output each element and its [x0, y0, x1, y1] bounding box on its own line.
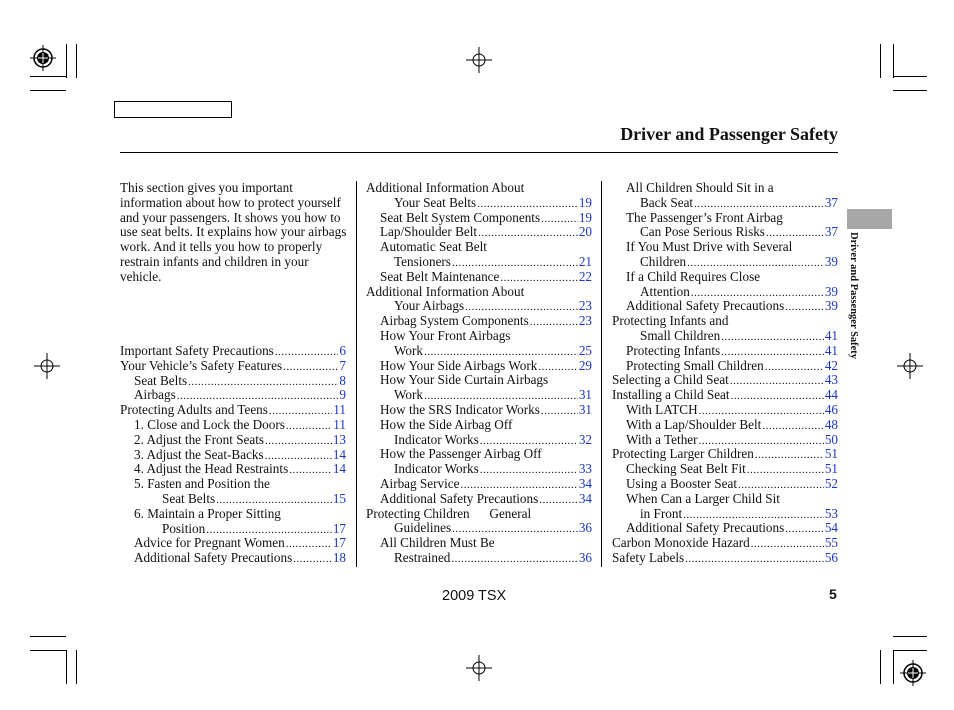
toc-leader-dots — [289, 463, 332, 477]
toc-entry-text: Your Airbags — [394, 299, 465, 314]
toc-entry — [366, 285, 592, 300]
toc-page-link[interactable]: 36 — [578, 521, 592, 536]
toc-page-link[interactable]: 9 — [339, 388, 346, 403]
toc-entry[interactable] — [366, 492, 592, 507]
toc-entry[interactable] — [366, 314, 592, 329]
side-tab — [847, 209, 892, 229]
column-divider — [356, 181, 357, 567]
toc-entry-text: The Passenger’s Front Airbag — [626, 210, 783, 225]
page-number: 5 — [829, 586, 837, 602]
toc-entry[interactable] — [120, 462, 346, 477]
toc-leader-dots — [699, 434, 824, 448]
toc-page-link[interactable]: 39 — [824, 299, 838, 314]
toc-entry-text: Lap/Shoulder Belt — [380, 225, 478, 240]
crosshair-icon — [466, 47, 492, 73]
toc-leader-dots — [785, 300, 824, 314]
toc-entry-text: If You Must Drive with Several — [626, 240, 793, 255]
crosshair-icon — [897, 353, 923, 379]
toc-entry-text: Indicator Works — [394, 462, 479, 477]
toc-page-link[interactable]: 51 — [824, 462, 838, 477]
toc-leader-dots — [452, 256, 578, 270]
toc-entry-text: Position — [162, 521, 206, 536]
crop-mark — [76, 650, 77, 684]
toc-entry-text: How Your Side Curtain Airbags — [380, 373, 549, 388]
toc-column-1 — [120, 344, 346, 566]
toc-page-link[interactable]: 48 — [824, 417, 838, 432]
toc-leader-dots — [265, 434, 332, 448]
toc-page-link[interactable]: 43 — [824, 373, 838, 388]
intro-paragraph: This section gives you important information about how to protect yourself and your passengers. It shows you how to use seat belts. It explains how your airbags work. And it tells you how to properly restrain infants and children in your vehicle. — [120, 180, 347, 284]
toc-entry-text: If a Child Requires Close — [626, 269, 761, 284]
toc-entry[interactable] — [612, 285, 838, 300]
toc-entry[interactable] — [366, 388, 592, 403]
toc-entry — [366, 373, 592, 388]
toc-page-link[interactable]: 50 — [824, 432, 838, 447]
toc-column-3 — [612, 181, 838, 566]
crop-mark — [893, 90, 927, 91]
toc-leader-dots — [293, 552, 332, 566]
toc-leader-dots — [541, 212, 578, 226]
toc-leader-dots — [283, 360, 338, 374]
toc-entry-text: 2. Adjust the Front Seats — [134, 432, 265, 447]
toc-leader-dots — [286, 537, 332, 551]
toc-page-link[interactable]: 53 — [824, 506, 838, 521]
toc-entry[interactable] — [612, 255, 838, 270]
toc-entry[interactable] — [366, 359, 592, 374]
toc-leader-dots — [538, 360, 577, 374]
toc-leader-dots — [683, 508, 824, 522]
page-title: Driver and Passenger Safety — [620, 124, 838, 144]
toc-page-link[interactable]: 19 — [578, 195, 592, 210]
toc-entry-text: Guidelines — [394, 521, 452, 536]
toc-entry[interactable] — [612, 388, 838, 403]
toc-entry-text: Children — [640, 254, 687, 269]
toc-page-link[interactable]: 13 — [332, 432, 346, 447]
toc-page-link[interactable]: 37 — [824, 195, 838, 210]
toc-entry[interactable] — [120, 403, 346, 418]
toc-entry[interactable] — [612, 521, 838, 536]
toc-page-link[interactable]: 33 — [578, 462, 592, 477]
toc-entry[interactable] — [120, 433, 346, 448]
toc-entry-text: Indicator Works — [394, 432, 479, 447]
toc-leader-dots — [541, 404, 578, 418]
toc-page-link[interactable]: 41 — [824, 328, 838, 343]
toc-page-link[interactable]: 36 — [578, 550, 592, 565]
toc-leader-dots — [452, 522, 578, 536]
toc-entry-text: Additional Safety Precautions — [134, 551, 293, 566]
crop-mark — [66, 44, 67, 78]
column-divider — [601, 181, 602, 567]
toc-entry-text: With a Lap/Shoulder Belt — [626, 417, 762, 432]
toc-entry[interactable] — [366, 255, 592, 270]
toc-leader-dots — [721, 330, 824, 344]
toc-page-link[interactable]: 52 — [824, 476, 838, 491]
toc-entry-text: Restrained — [394, 550, 451, 565]
toc-leader-dots — [478, 226, 578, 240]
crop-mark — [30, 650, 66, 651]
toc-leader-dots — [265, 449, 332, 463]
toc-page-link[interactable]: 20 — [578, 225, 592, 240]
toc-entry[interactable] — [120, 374, 346, 389]
toc-entry[interactable] — [612, 447, 838, 462]
toc-entry-text: How the Side Airbag Off — [380, 417, 513, 432]
toc-leader-dots — [424, 389, 578, 403]
toc-entry[interactable] — [366, 433, 592, 448]
toc-entry-text: Automatic Seat Belt — [380, 240, 487, 255]
toc-entry — [366, 447, 592, 462]
toc-entry-text: Your Seat Belts — [394, 195, 477, 210]
toc-entry[interactable] — [366, 196, 592, 211]
toc-entry[interactable] — [366, 551, 592, 566]
toc-entry-text: Additional Safety Precautions — [380, 491, 539, 506]
toc-leader-dots — [730, 374, 824, 388]
footer-model: 2009 TSX — [442, 588, 507, 604]
toc-page-link[interactable]: 25 — [578, 343, 592, 358]
toc-entry[interactable] — [120, 551, 346, 566]
toc-entry-text: Protecting Larger Children — [612, 447, 754, 462]
toc-page-link[interactable]: 11 — [333, 417, 346, 432]
toc-entry-text: Seat Belts — [134, 373, 188, 388]
toc-leader-dots — [480, 434, 578, 448]
toc-leader-dots — [747, 463, 824, 477]
toc-entry[interactable] — [366, 477, 592, 492]
toc-entry-text: 4. Adjust the Head Restraints — [134, 462, 289, 477]
toc-page-link[interactable]: 17 — [332, 536, 346, 551]
toc-page-link[interactable]: 42 — [824, 358, 838, 373]
toc-entry[interactable] — [366, 403, 592, 418]
toc-entry[interactable] — [612, 477, 838, 492]
toc-entry — [612, 270, 838, 285]
toc-leader-dots — [755, 448, 824, 462]
toc-entry-text: Airbag Service — [380, 476, 460, 491]
toc-entry[interactable] — [612, 536, 838, 551]
toc-entry-text: How Your Side Airbags Work — [380, 358, 538, 373]
registration-mark-icon — [900, 660, 926, 686]
toc-entry[interactable] — [120, 448, 346, 463]
toc-page-link[interactable]: 44 — [824, 388, 838, 403]
toc-entry-text: With a Tether — [626, 432, 698, 447]
toc-entry[interactable] — [120, 522, 346, 537]
crop-mark — [893, 650, 894, 684]
toc-entry-text: Your Vehicle’s Safety Features — [120, 358, 283, 373]
toc-entry[interactable] — [120, 418, 346, 433]
header-rule — [120, 152, 838, 153]
toc-entry[interactable] — [612, 225, 838, 240]
toc-page-link[interactable]: 6 — [339, 344, 346, 358]
toc-entry — [120, 507, 346, 522]
toc-page-link[interactable]: 15 — [332, 491, 346, 506]
crosshair-icon — [466, 655, 492, 681]
toc-entry[interactable] — [612, 196, 838, 211]
toc-entry-text: Airbags — [134, 388, 176, 403]
toc-leader-dots — [480, 463, 578, 477]
toc-entry-text: Additional Safety Precautions — [626, 521, 785, 536]
toc-entry[interactable] — [366, 270, 592, 285]
toc-page-link[interactable]: 7 — [339, 358, 346, 373]
toc-leader-dots — [766, 226, 824, 240]
toc-entry-text: All Children Must Be — [380, 536, 495, 551]
toc-entry-text: Protecting Infants — [626, 343, 721, 358]
toc-leader-dots — [206, 523, 332, 537]
toc-entry-text: Additional Information About — [366, 284, 525, 299]
toc-entry[interactable] — [612, 329, 838, 344]
toc-entry-text: Can Pose Serious Risks — [640, 225, 765, 240]
toc-entry-text: in Front — [640, 506, 683, 521]
toc-leader-dots — [731, 389, 824, 403]
toc-page-link[interactable]: 34 — [578, 476, 592, 491]
toc-entry-text: Selecting a Child Seat — [612, 373, 729, 388]
toc-entry[interactable] — [120, 492, 346, 507]
toc-column-2 — [366, 181, 592, 566]
toc-leader-dots — [460, 478, 577, 492]
toc-entry — [366, 507, 592, 522]
toc-entry-text: Work — [394, 343, 423, 358]
toc-entry[interactable] — [612, 359, 838, 374]
toc-entry-text: All Children Should Sit in a — [626, 181, 774, 195]
toc-leader-dots — [699, 404, 824, 418]
toc-page-link[interactable]: 14 — [332, 447, 346, 462]
toc-leader-dots — [424, 345, 578, 359]
toc-entry-text: Using a Booster Seat — [626, 476, 737, 491]
toc-entry[interactable] — [366, 462, 592, 477]
crop-mark — [893, 44, 894, 78]
toc-entry — [612, 492, 838, 507]
toc-leader-dots — [738, 478, 824, 492]
toc-entry-text: Back Seat — [640, 195, 694, 210]
toc-entry-text: Additional Safety Precautions — [626, 299, 785, 314]
toc-entry-text: How the Passenger Airbag Off — [380, 447, 542, 462]
toc-entry[interactable] — [612, 551, 838, 566]
toc-entry — [120, 477, 346, 492]
toc-page-link[interactable]: 8 — [339, 373, 346, 388]
toc-entry-text: 1. Close and Lock the Doors — [134, 417, 285, 432]
crop-mark — [880, 650, 881, 684]
crop-mark — [66, 650, 67, 684]
toc-page-link[interactable]: 51 — [824, 447, 838, 462]
toc-entry[interactable] — [612, 418, 838, 433]
toc-entry-text: Additional Information About — [366, 181, 525, 195]
toc-entry-text: With LATCH — [626, 402, 698, 417]
toc-entry-text: Protecting Small Children — [626, 358, 764, 373]
toc-entry-text: Protecting Children General — [366, 506, 532, 521]
crop-mark — [893, 76, 927, 77]
crop-mark — [880, 44, 881, 78]
toc-leader-dots — [785, 522, 824, 536]
toc-leader-dots — [691, 286, 824, 300]
toc-entry[interactable] — [612, 373, 838, 388]
toc-entry-text: Advice for Pregnant Women — [134, 536, 285, 551]
toc-entry-text: Airbag System Components — [380, 314, 529, 329]
toc-entry — [612, 314, 838, 329]
toc-entry — [612, 240, 838, 255]
toc-page-link[interactable]: 46 — [824, 402, 838, 417]
toc-entry-text: Small Children — [640, 328, 721, 343]
toc-entry — [612, 181, 838, 196]
toc-entry — [366, 536, 592, 551]
toc-entry-text: Safety Labels — [612, 550, 685, 565]
toc-leader-dots — [765, 360, 824, 374]
toc-page-link[interactable]: 54 — [824, 521, 838, 536]
toc-leader-dots — [269, 404, 332, 418]
toc-page-link[interactable]: 56 — [824, 550, 838, 565]
toc-leader-dots — [216, 493, 332, 507]
toc-leader-dots — [188, 375, 338, 389]
toc-leader-dots — [451, 552, 577, 566]
toc-entry-text: 3. Adjust the Seat-Backs — [134, 447, 264, 462]
registration-mark-icon — [30, 45, 56, 71]
toc-leader-dots — [275, 345, 339, 359]
crop-mark — [30, 636, 66, 637]
toc-leader-dots — [530, 315, 578, 329]
crop-mark — [30, 76, 66, 77]
toc-entry — [366, 418, 592, 433]
toc-entry[interactable] — [366, 344, 592, 359]
toc-entry-text: Seat Belts — [162, 491, 216, 506]
toc-page-link[interactable]: 17 — [332, 521, 346, 536]
toc-leader-dots — [500, 271, 577, 285]
toc-entry-text: Important Safety Precautions — [120, 344, 274, 358]
crosshair-icon — [34, 353, 60, 379]
toc-entry-text: How Your Front Airbags — [380, 328, 511, 343]
toc-entry-text: 5. Fasten and Position the — [134, 477, 270, 492]
toc-page-link[interactable]: 55 — [824, 536, 838, 551]
toc-page-link[interactable]: 39 — [824, 254, 838, 269]
toc-entry — [366, 240, 592, 255]
toc-entry[interactable] — [612, 507, 838, 522]
toc-entry — [366, 181, 592, 196]
toc-leader-dots — [685, 552, 824, 566]
toc-page-link[interactable]: 23 — [578, 299, 592, 314]
toc-entry-text: Carbon Monoxide Hazard — [612, 536, 750, 551]
toc-entry[interactable] — [366, 211, 592, 226]
toc-entry[interactable] — [612, 433, 838, 448]
toc-entry[interactable] — [120, 388, 346, 403]
toc-leader-dots — [762, 419, 823, 433]
toc-entry[interactable] — [120, 359, 346, 374]
toc-entry[interactable] — [612, 299, 838, 314]
toc-entry[interactable] — [366, 299, 592, 314]
crop-mark — [30, 90, 66, 91]
toc-page-link[interactable]: 29 — [578, 358, 592, 373]
toc-leader-dots — [477, 197, 578, 211]
toc-page-link[interactable]: 31 — [578, 388, 592, 403]
toc-page-link[interactable]: 23 — [578, 314, 592, 329]
toc-leader-dots — [177, 389, 339, 403]
toc-entry-text: Protecting Infants and — [612, 314, 729, 329]
toc-page-link[interactable]: 39 — [824, 284, 838, 299]
toc-page-link[interactable]: 41 — [824, 343, 838, 358]
toc-entry — [612, 211, 838, 226]
toc-leader-dots — [465, 300, 578, 314]
toc-entry-text: Installing a Child Seat — [612, 388, 730, 403]
crop-mark — [76, 44, 77, 78]
toc-leader-dots — [687, 256, 824, 270]
toc-page-link[interactable]: 37 — [824, 225, 838, 240]
toc-entry[interactable] — [120, 536, 346, 551]
toc-entry[interactable] — [366, 225, 592, 240]
toc-entry[interactable] — [366, 521, 592, 536]
toc-entry-text: How the SRS Indicator Works — [380, 402, 540, 417]
toc-entry-text: Protecting Adults and Teens — [120, 403, 268, 418]
toc-entry-text: Attention — [640, 284, 690, 299]
toc-entry[interactable] — [120, 344, 346, 359]
toc-leader-dots — [539, 493, 578, 507]
crop-mark — [893, 650, 927, 651]
toc-entry-text: When Can a Larger Child Sit — [626, 491, 780, 506]
toc-leader-dots — [721, 345, 824, 359]
toc-page-link[interactable]: 32 — [578, 432, 592, 447]
header-box — [114, 101, 232, 118]
toc-page-link[interactable]: 18 — [332, 551, 346, 566]
toc-entry-text: Work — [394, 388, 423, 403]
toc-entry[interactable] — [612, 462, 838, 477]
toc-page-link[interactable]: 14 — [332, 462, 346, 477]
crop-mark — [893, 636, 927, 637]
toc-entry[interactable] — [612, 344, 838, 359]
toc-entry-text: Checking Seat Belt Fit — [626, 462, 746, 477]
toc-entry — [366, 329, 592, 344]
toc-entry-text: Seat Belt Maintenance — [380, 269, 500, 284]
toc-page-link[interactable]: 19 — [578, 210, 592, 225]
toc-page-link[interactable]: 22 — [578, 269, 592, 284]
toc-entry-text: Tensioners — [394, 254, 451, 269]
toc-leader-dots — [286, 419, 332, 433]
toc-entry-text: Seat Belt System Components — [380, 210, 541, 225]
toc-entry[interactable] — [612, 403, 838, 418]
side-tab-label: Driver and Passenger Safety — [848, 232, 859, 360]
toc-entry-text: 6. Maintain a Proper Sitting — [134, 506, 281, 521]
toc-leader-dots — [751, 537, 824, 551]
toc-page-link[interactable]: 34 — [578, 491, 592, 506]
toc-leader-dots — [694, 197, 824, 211]
toc-page-link[interactable]: 11 — [333, 403, 346, 418]
toc-page-link[interactable]: 21 — [578, 254, 592, 269]
toc-page-link[interactable]: 31 — [578, 402, 592, 417]
